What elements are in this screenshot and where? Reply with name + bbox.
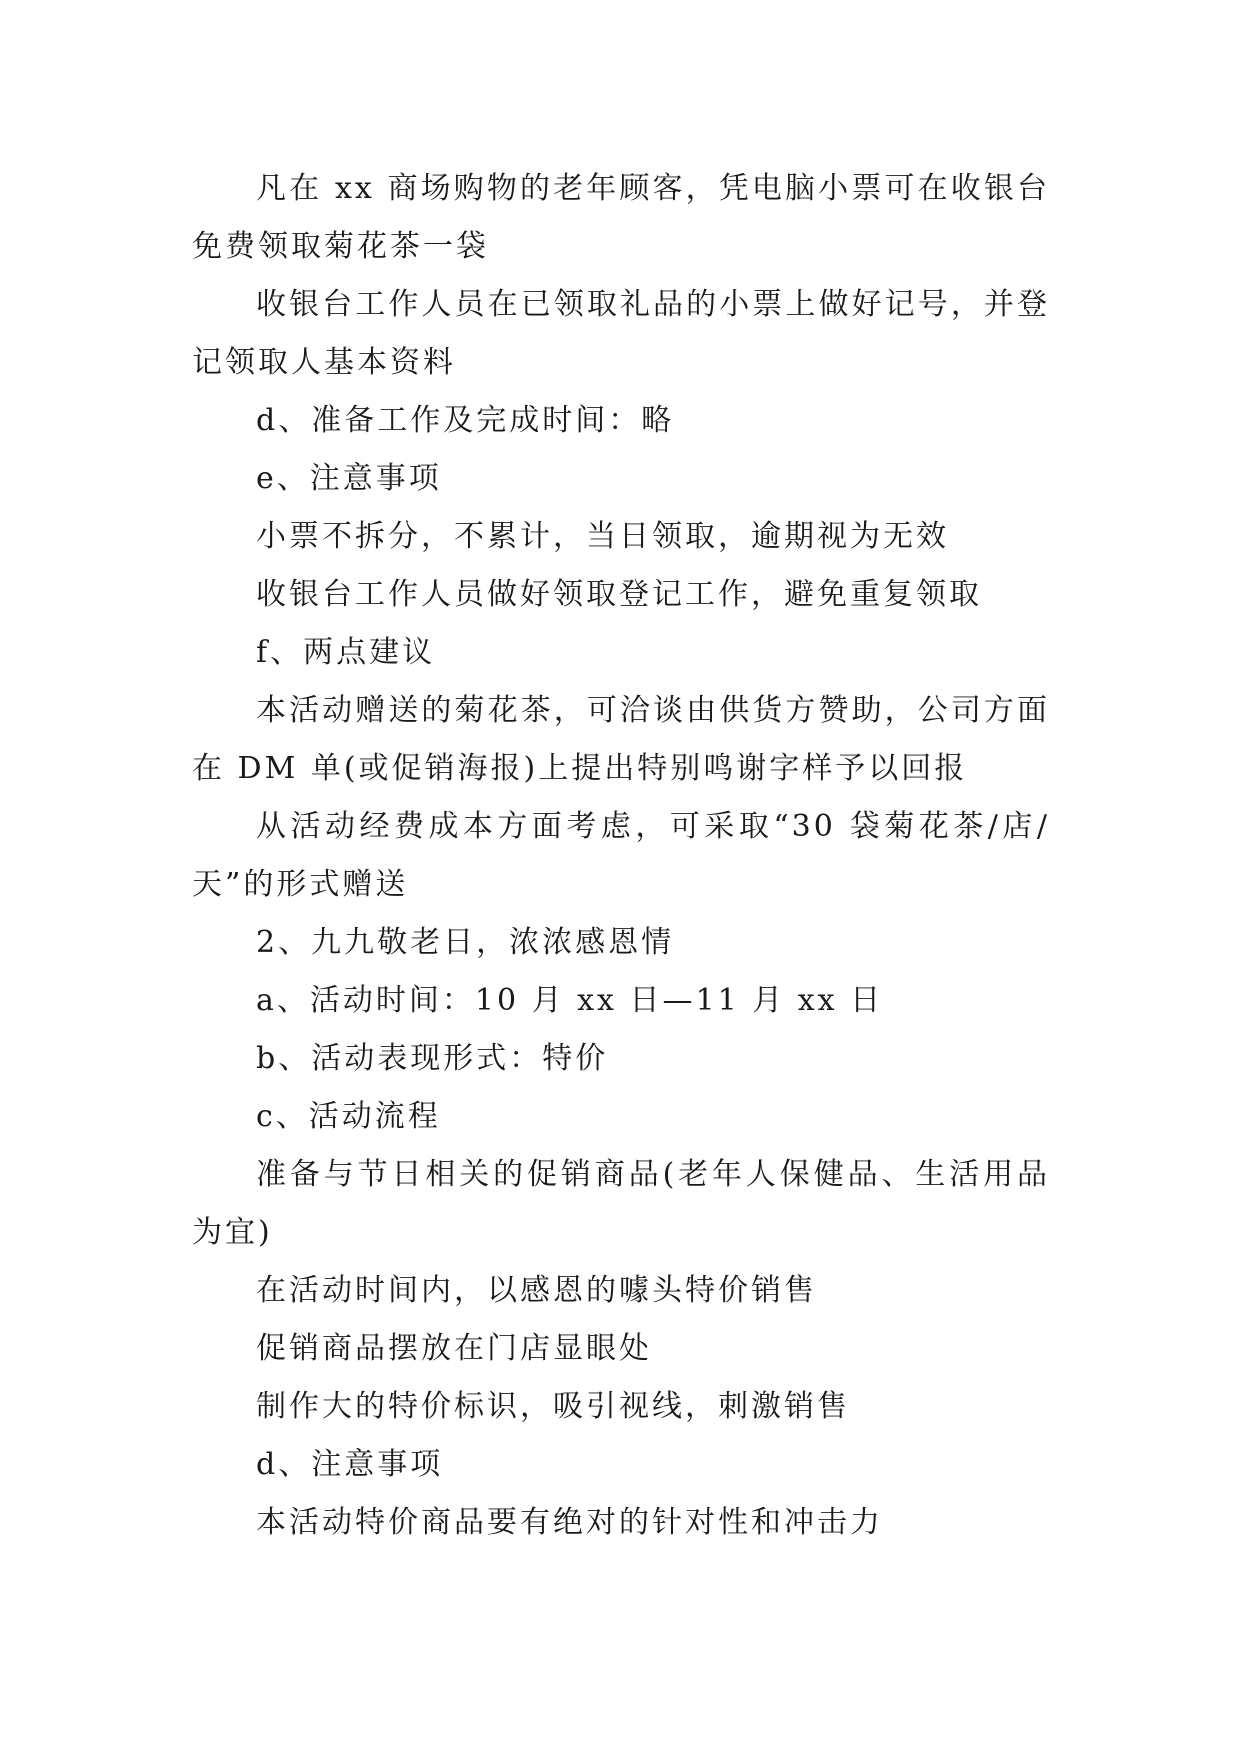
- paragraph: d、注意事项: [256, 1447, 444, 1482]
- paragraph: b、活动表现形式：特价: [256, 1041, 609, 1076]
- paragraph: 小票不拆分，不累计，当日领取，逾期视为无效: [256, 519, 949, 554]
- paragraph: d、准备工作及完成时间：略: [256, 403, 675, 438]
- paragraph: e、注意事项: [256, 461, 442, 496]
- paragraph: 收银台工作人员在已领取礼品的小票上做好记号，并登记领取人基本资料: [192, 287, 1050, 380]
- paragraph: 制作大的特价标识，吸引视线，刺激销售: [256, 1389, 850, 1424]
- document-body: [192, 160, 1050, 1552]
- paragraph: c、活动流程: [256, 1099, 441, 1134]
- paragraph: 本活动特价商品要有绝对的针对性和冲击力: [256, 1505, 883, 1540]
- paragraph: 本活动赠送的菊花茶，可洽谈由供货方赞助，公司方面在 DM 单(或促销海报)上提出特别鸣谢字样予以回报: [192, 693, 1050, 786]
- paragraph: 从活动经费成本方面考虑，可采取“30 袋菊花茶/店/天”的形式赠送: [192, 809, 1050, 902]
- paragraph: 在活动时间内，以感恩的噱头特价销售: [256, 1273, 817, 1308]
- paragraph: 2、九九敬老日，浓浓感恩情: [256, 925, 675, 960]
- paragraph: 收银台工作人员做好领取登记工作，避免重复领取: [256, 577, 982, 612]
- paragraph: a、活动时间：10 月 xx 日—11 月 xx 日: [256, 983, 884, 1018]
- paragraph: 准备与节日相关的促销商品(老年人保健品、生活用品为宜): [192, 1157, 1050, 1250]
- paragraph: f、两点建议: [256, 635, 436, 670]
- paragraph: 促销商品摆放在门店显眼处: [256, 1331, 652, 1366]
- paragraph: 凡在 xx 商场购物的老年顾客，凭电脑小票可在收银台免费领取菊花茶一袋: [192, 171, 1050, 264]
